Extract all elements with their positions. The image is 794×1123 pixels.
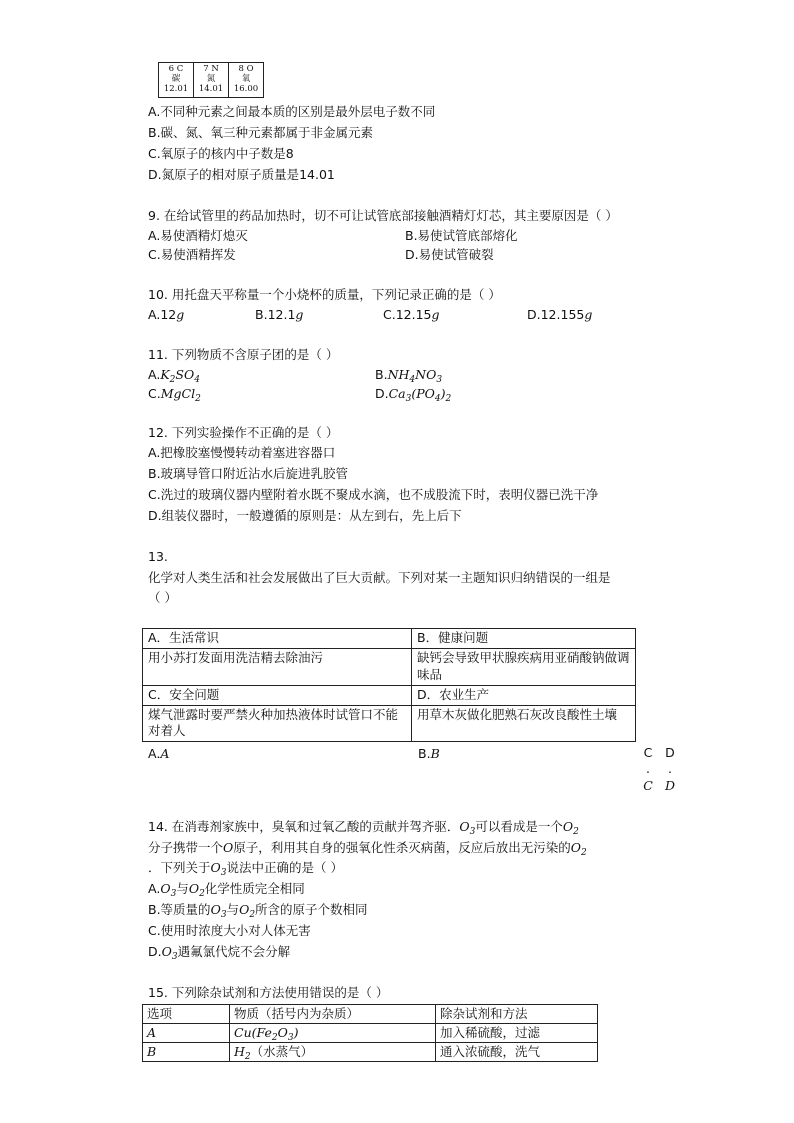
q13-option-d: D . D [664, 745, 676, 793]
q13-option-b: B.B [418, 746, 440, 761]
q15-header-row [143, 1005, 598, 1024]
q13-c-body: 煤气泄露时要严禁火种加热液体时试管口不能对着人 [143, 705, 412, 742]
q9-stem: 9. 在给试管里的药品加热时，切不可让试管底部接触酒精灯灯芯，其主要原因是（ ） [148, 208, 618, 223]
q10-option-c [383, 307, 440, 323]
option-value: 12.155 [540, 307, 585, 322]
q13-a-head: A．生活常识 [143, 629, 412, 649]
q12-option-a: A.把橡胶塞慢慢转动着塞进容器口 [148, 445, 336, 460]
q15-stem: 15. 下列除杂试剂和方法使用错误的是（ ） [148, 985, 389, 1000]
formula-k2so4: $K_2SO_4$ [160, 367, 200, 385]
element-mass: 14.01 [198, 83, 224, 94]
option-prefix: C. [148, 386, 161, 401]
q15-row-b-option: B [143, 1043, 230, 1062]
option-prefix: B. [255, 307, 268, 322]
q11-option-d [375, 386, 451, 402]
q13-option-c: C . C [643, 745, 653, 793]
q14-line-1: 14. 在消毒剂家族中，臭氧和过氧乙酸的贡献并驾齐驱．$O_3$可以看成是一个$O_2$ [148, 819, 579, 837]
q13-b-head: B．健康问题 [412, 629, 636, 649]
option-prefix: A. [148, 307, 161, 322]
element-mass: 12.01 [163, 83, 189, 94]
option-prefix: D. [527, 307, 541, 322]
q15-header-option: 选项 [143, 1005, 230, 1024]
q11-option-b [375, 367, 442, 383]
option-value: 12.15 [395, 307, 432, 322]
q15-table [142, 1004, 598, 1062]
q13-paren: （ ） [148, 590, 177, 605]
q10-option-d [527, 307, 592, 323]
element-name: 氧 [241, 74, 251, 85]
q8-option-c: C.氧原子的核内中子数是8 [148, 146, 294, 161]
q14-option-a: $A.O_3$与$O_2$化学性质完全相同 [148, 881, 305, 899]
q9-option-d: D.易使试管破裂 [405, 247, 494, 262]
q14-option-b: B.等质量的$O_3$与$O_2$所含的原子个数相同 [148, 902, 368, 920]
q13-d-body: 用草木灰做化肥熟石灰改良酸性土壤 [412, 705, 636, 742]
q13-number: 13. [148, 549, 168, 564]
q9-option-b: B.易使试管底部熔化 [405, 228, 518, 243]
option-prefix: C. [383, 307, 396, 322]
q10-option-b [255, 307, 303, 323]
unit-g: g [584, 307, 593, 322]
element-number: 6 [168, 64, 175, 75]
q13-option-a: A.A [148, 746, 170, 761]
q13-a-body: 用小苏打发面用洗洁精去除油污 [143, 648, 412, 685]
element-cell-oxygen [229, 63, 264, 98]
option-prefix: B. [375, 367, 388, 382]
element-cell-carbon [159, 63, 194, 98]
table-row [143, 1043, 598, 1062]
q9-option-a: A.易使酒精灯熄灭 [148, 228, 248, 243]
q15-header-substance: 物质（括号内为杂质） [230, 1005, 436, 1024]
q13-c-head: C．安全问题 [143, 685, 412, 705]
q15-header-method: 除杂试剂和方法 [436, 1005, 598, 1024]
unit-g: g [431, 307, 440, 322]
unit-g: g [176, 307, 185, 322]
q13-table [142, 628, 636, 742]
q14-line-2: 分子携带一个O原子，利用其自身的强氧化性杀灭病菌，反应后放出无污染的$O_2$ [148, 840, 587, 858]
option-value: 12.1 [267, 307, 296, 322]
q10-option-a [148, 307, 184, 323]
element-name: 碳 [171, 74, 181, 85]
q13-d-head: D．农业生产 [412, 685, 636, 705]
element-mass: 16.00 [233, 83, 259, 94]
element-table [158, 62, 264, 98]
q12-option-d: D.组装仪器时，一般遵循的原则是：从左到右，先上后下 [148, 508, 462, 523]
q11-option-a [148, 367, 200, 383]
element-name: 氮 [206, 74, 216, 85]
q14-option-c: C.使用时浓度大小对人体无害 [148, 923, 311, 938]
table-row [143, 1024, 598, 1043]
q15-row-a-option: A [143, 1024, 230, 1043]
element-cell-nitrogen [194, 63, 229, 98]
q15-row-a-method: 加入稀硫酸，过滤 [436, 1024, 598, 1043]
q14-line-3: ．下列关于$O_3$说法中正确的是（ ） [148, 860, 343, 878]
element-symbol: O [246, 64, 254, 75]
q12-option-c: C.洗过的玻璃仪器内壁附着水既不聚成水滴，也不成股流下时，表明仪器已洗干净 [148, 487, 599, 502]
element-number: 8 [238, 64, 244, 75]
q14-option-d: $D.O_3$遇氟氯代烷不会分解 [148, 944, 291, 962]
option-value: 12 [160, 307, 177, 322]
q15-row-b-substance: $H_2$（水蒸气） [230, 1043, 436, 1062]
element-symbol: C [176, 64, 184, 75]
formula-nh4no3: $NH_4NO_3$ [387, 367, 443, 385]
formula-mgcl2: MgCl$_2$ [160, 386, 201, 404]
q11-stem: 11. 下列物质不含原子团的是（ ） [148, 347, 339, 362]
element-number: 7 [203, 64, 209, 75]
q12-stem: 12. 下列实验操作不正确的是（ ） [148, 425, 339, 440]
q8-option-a: A.不同种元素之间最本质的区别是最外层电子数不同 [148, 104, 436, 119]
q15-row-b-method: 通入浓硫酸，洗气 [436, 1043, 598, 1062]
q12-option-b: B.玻璃导管口附近沾水后旋进乳胶管 [148, 466, 349, 481]
element-symbol: N [211, 64, 219, 75]
q11-option-c [148, 386, 201, 402]
formula-ca3po42: $Ca_3(PO_4)_2$ [388, 386, 452, 404]
q10-stem: 10. 用托盘天平称量一个小烧杯的质量，下列记录正确的是（ ） [148, 287, 501, 302]
q13-stem: 化学对人类生活和社会发展做出了巨大贡献。下列对某一主题知识归纳错误的一组是 [148, 570, 611, 585]
option-prefix: A. [148, 367, 161, 382]
q8-option-b: B.碳、氮、氧三种元素都属于非金属元素 [148, 125, 374, 140]
q13-b-body: 缺钙会导致甲状腺疾病用亚硝酸钠做调味品 [412, 648, 636, 685]
q8-option-d: D.氮原子的相对原子质量是14.01 [148, 167, 335, 182]
option-prefix: D. [375, 386, 389, 401]
unit-g: g [295, 307, 304, 322]
q15-row-a-substance: $Cu(Fe_2O_3)$ [230, 1024, 436, 1043]
q9-option-c: C.易使酒精挥发 [148, 247, 236, 262]
